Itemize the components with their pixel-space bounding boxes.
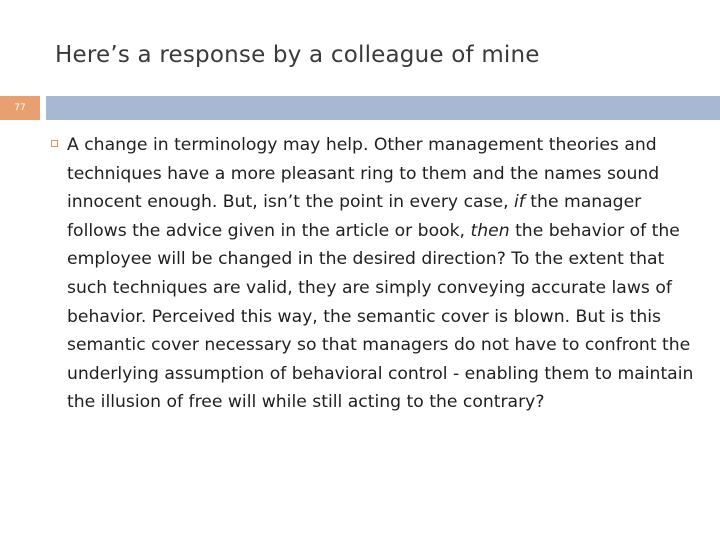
body-text-part-3: the behavior of the employee will be changed in the desired direction? To the extent that such techniques are valid, they are simply conveying accurate laws of behavior. Perceived this way, the semantic cover is blown. But is this semantic cover necessary so that managers do not have to confront the underlying assumption of behavioral control - enabling them to maintain the illusion of free will while still acting to the contrary?: [67, 220, 694, 413]
bullet-square-icon: [51, 131, 67, 417]
bullet-item: [51, 131, 696, 417]
emphasis-if: if: [514, 192, 525, 213]
slide-number-badge: [0, 96, 40, 120]
body-paragraph: [67, 131, 696, 417]
slide-number: 77: [14, 103, 26, 113]
emphasis-then: then: [470, 220, 510, 241]
header-bar: [46, 96, 720, 120]
body-text-part-2: the manager follows the advice given in the article or book,: [67, 192, 642, 241]
slide-title: Here’s a response by a colleague of mine: [55, 42, 540, 68]
body-text-part-1: A change in terminology may help. Other management theories and techniques have a more pleasant ring to them and the names sound innocent enough. But, isn’t the point in every case,: [67, 135, 660, 213]
